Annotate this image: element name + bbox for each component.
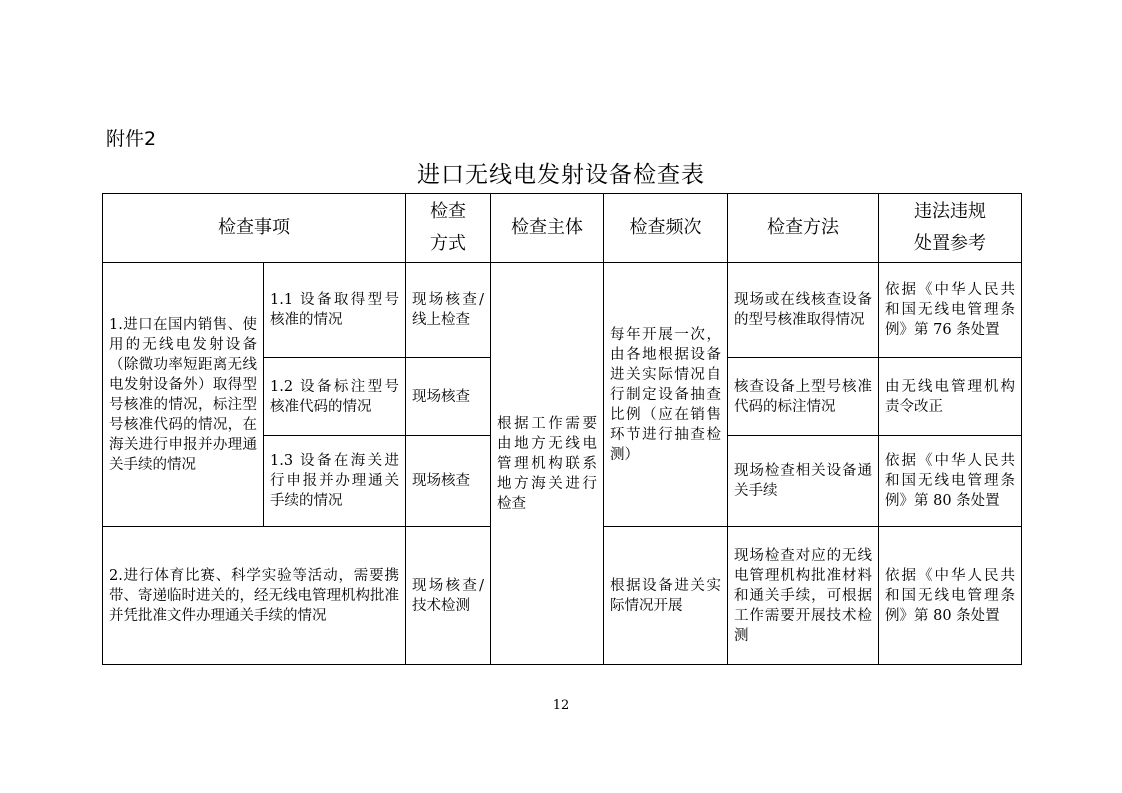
header-item: 检查事项 [103,194,406,263]
row3-mode: 现场核查 [406,436,491,527]
row2-method: 核查设备上型号核准代码的标注情况 [728,358,879,436]
group1-frequency: 每年开展一次，由各地根据设备进关实际情况自行制定设备抽查比例（应在销售环节进行抽查检测） [604,263,728,527]
header-frequency: 检查频次 [604,194,728,263]
inspection-body: 根据工作需要由地方无线电管理机构联系地方海关进行检查 [491,263,604,665]
header-penalty: 违法违规处置参考 [879,194,1022,263]
row4-frequency: 根据设备进关实际情况开展 [604,527,728,665]
row4-mode: 现场核查/技术检测 [406,527,491,665]
header-body: 检查主体 [491,194,604,263]
page-number: 12 [552,698,570,713]
row3-penalty: 依据《中华人民共和国无线电管理条例》第 80 条处置 [879,436,1022,527]
header-mode: 检查方式 [406,194,491,263]
row1-subitem: 1.1 设备取得型号核准的情况 [264,263,406,358]
row4-item: 2.进行体育比赛、科学实验等活动，需要携带、寄递临时进关的，经无线电管理机构批准并凭批准文件办理通关手续的情况 [103,527,406,665]
row4-method: 现场检查对应的无线电管理机构批准材料和通关手续，可根据工作需要开展技术检测 [728,527,879,665]
inspection-table [102,193,1022,665]
row3-method: 现场检查相关设备通关手续 [728,436,879,527]
row1-mode: 现场核查/线上检查 [406,263,491,358]
header-method: 检查方法 [728,194,879,263]
group1-item: 1.进口在国内销售、使用的无线电发射设备（除微功率短距离无线电发射设备外）取得型号核准的情况，标注型号核准代码的情况，在海关进行申报并办理通关手续的情况 [103,263,264,527]
row2-subitem: 1.2 设备标注型号核准代码的情况 [264,358,406,436]
row4-penalty: 依据《中华人民共和国无线电管理条例》第 80 条处置 [879,527,1022,665]
row1-method: 现场或在线核查设备的型号核准取得情况 [728,263,879,358]
table-row [103,263,1022,358]
row2-penalty: 由无线电管理机构责令改正 [879,358,1022,436]
row2-mode: 现场核查 [406,358,491,436]
row1-penalty: 依据《中华人民共和国无线电管理条例》第 76 条处置 [879,263,1022,358]
row3-subitem: 1.3 设备在海关进行申报并办理通关手续的情况 [264,436,406,527]
document-title: 进口无线电发射设备检查表 [417,162,705,188]
header-row [103,194,1022,263]
attachment-label: 附件2 [106,128,157,150]
